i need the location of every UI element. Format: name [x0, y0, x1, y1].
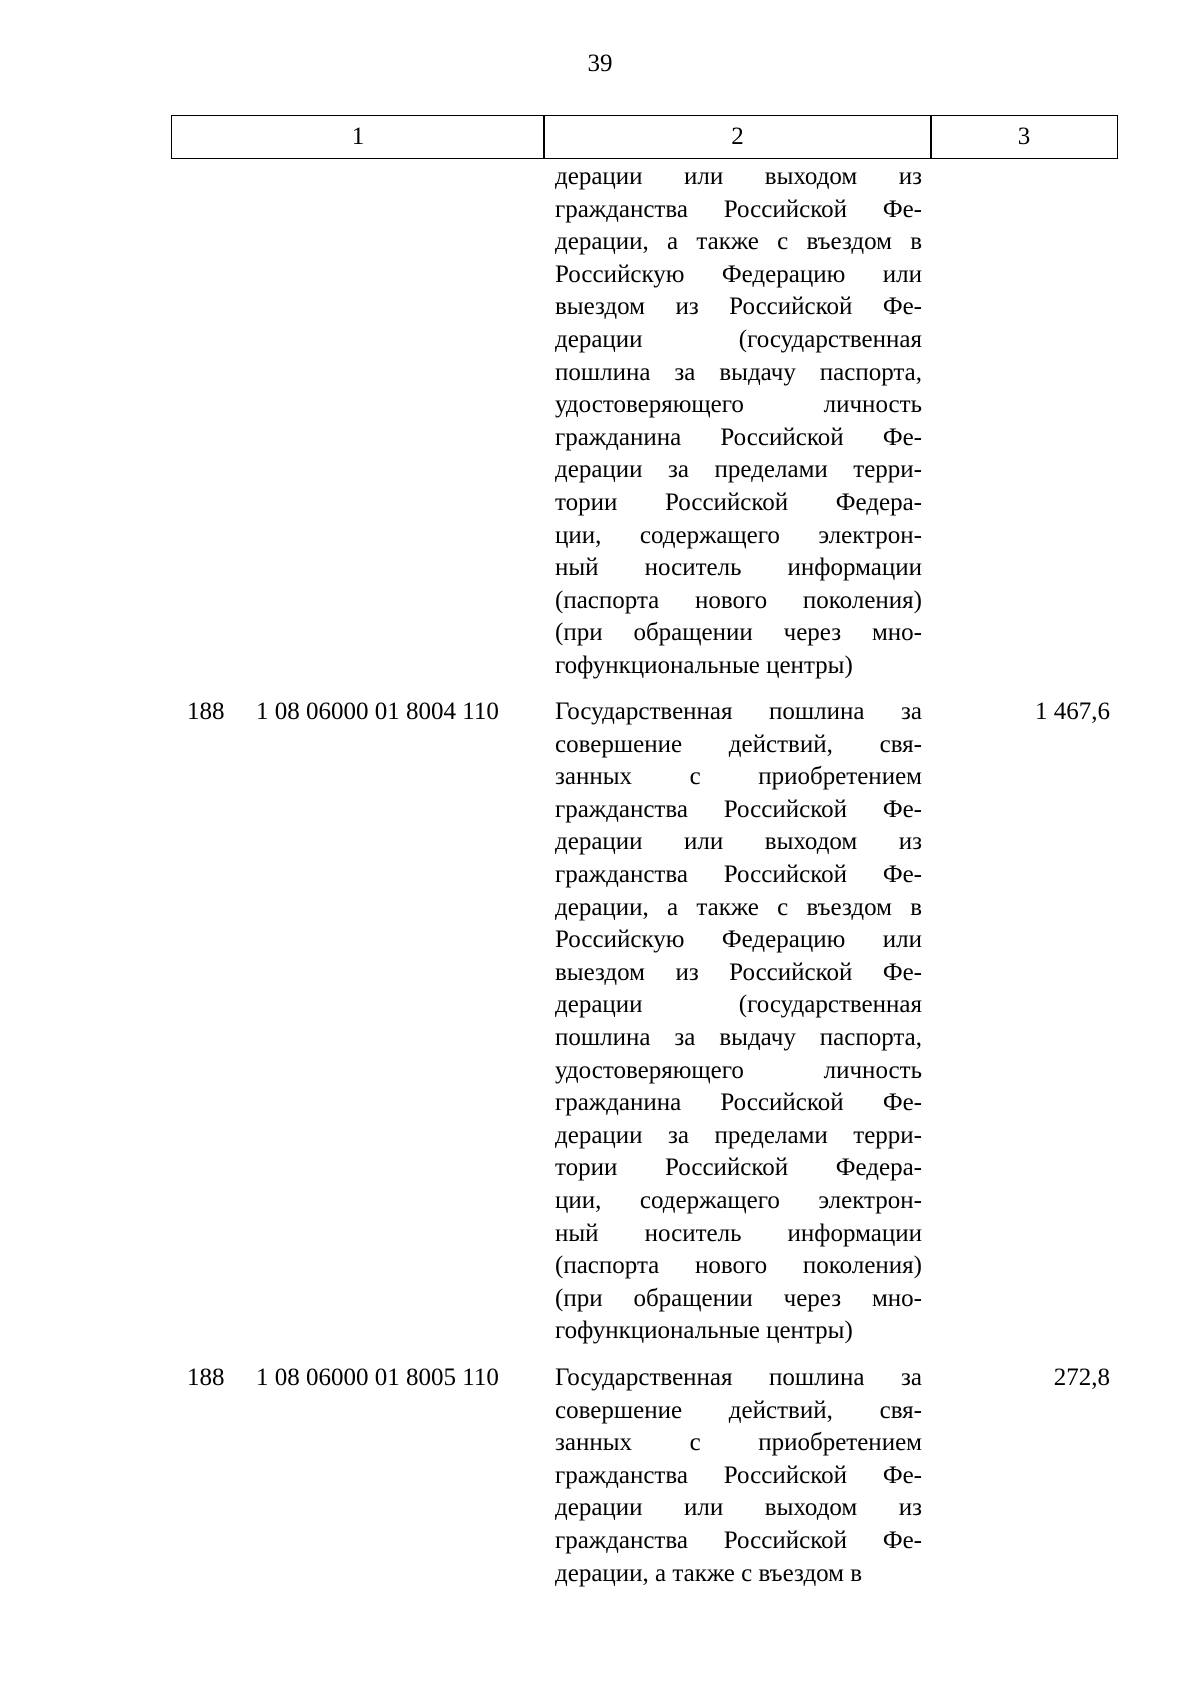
description-line: гофункциональные центры) [555, 651, 853, 679]
description-line: дерации за пределами терри- [555, 1121, 922, 1149]
description-line: ции, содержащего электрон- [555, 1186, 922, 1214]
description-line: ный носитель информации [555, 1219, 922, 1247]
row-2-budget-code: 1 08 06000 01 8005 110 [256, 1364, 499, 1391]
description-line: удостоверяющего личность [555, 1056, 922, 1084]
description-line: тории Российской Федера- [555, 488, 922, 516]
description-line: гражданства Российской Фе- [555, 195, 922, 223]
description-line: дерации, а также с въездом в [555, 893, 922, 921]
description-line: ции, содержащего электрон- [555, 521, 922, 549]
row-2-admin-code: 188 [187, 1364, 225, 1391]
description-line: гофункциональные центры) [555, 1317, 853, 1345]
description-line: совершение действий, свя- [555, 1396, 922, 1424]
description-line: (паспорта нового поколения) [555, 1252, 922, 1280]
description-line: гражданина Российской Фе- [555, 1089, 922, 1117]
row-2-description [555, 1362, 922, 1590]
row-1-admin-code: 188 [187, 698, 225, 725]
table-header-col-1: 1 [171, 115, 545, 159]
row-1-budget-code: 1 08 06000 01 8004 110 [256, 698, 499, 725]
table-header-col-2: 2 [543, 115, 932, 159]
description-line: гражданства Российской Фе- [555, 795, 922, 823]
description-line: (при обращении через мно- [555, 619, 922, 647]
description-line: удостоверяющего личность [555, 391, 922, 419]
description-line: ный носитель информации [555, 554, 922, 582]
description-line: гражданства Российской Фе- [555, 1461, 922, 1489]
description-line: Государственная пошлина за [555, 698, 922, 725]
description-line: дерации, а также с въездом в [555, 228, 922, 256]
row-1-description [555, 696, 922, 1348]
row-2-amount: 272,8 [1053, 1364, 1110, 1391]
description-line: гражданства Российской Фе- [555, 1526, 922, 1554]
description-line: гражданина Российской Фе- [555, 423, 922, 451]
description-line: дерации (государственная [555, 325, 922, 353]
description-line: дерации или выходом из [555, 163, 922, 190]
description-line: дерации, а также с въездом в [555, 1559, 863, 1587]
description-line: пошлина за выдачу паспорта, [555, 1023, 922, 1051]
description-line: гражданства Российской Фе- [555, 860, 922, 888]
description-line: пошлина за выдачу паспорта, [555, 358, 922, 386]
description-line: Российскую Федерацию или [555, 260, 922, 288]
row-1-amount: 1 467,6 [1035, 698, 1110, 725]
description-line: (при обращении через мно- [555, 1284, 922, 1312]
description-line: дерации за пределами терри- [555, 456, 922, 484]
description-line: Российскую Федерацию или [555, 926, 922, 954]
table-header-col-3: 3 [930, 115, 1118, 159]
page-number: 39 [587, 50, 613, 77]
description-line: совершение действий, свя- [555, 730, 922, 758]
description-line: занных с приобретением [555, 763, 922, 791]
continued-description [555, 161, 922, 683]
description-line: дерации или выходом из [555, 828, 922, 856]
description-line: (паспорта нового поколения) [555, 586, 922, 614]
description-line: дерации (государственная [555, 991, 922, 1019]
description-line: выездом из Российской Фе- [555, 293, 922, 321]
description-line: занных с приобретением [555, 1429, 922, 1457]
description-line: Государственная пошлина за [555, 1364, 922, 1391]
description-line: дерации или выходом из [555, 1494, 922, 1522]
description-line: выездом из Российской Фе- [555, 958, 922, 986]
description-line: тории Российской Федера- [555, 1154, 922, 1182]
